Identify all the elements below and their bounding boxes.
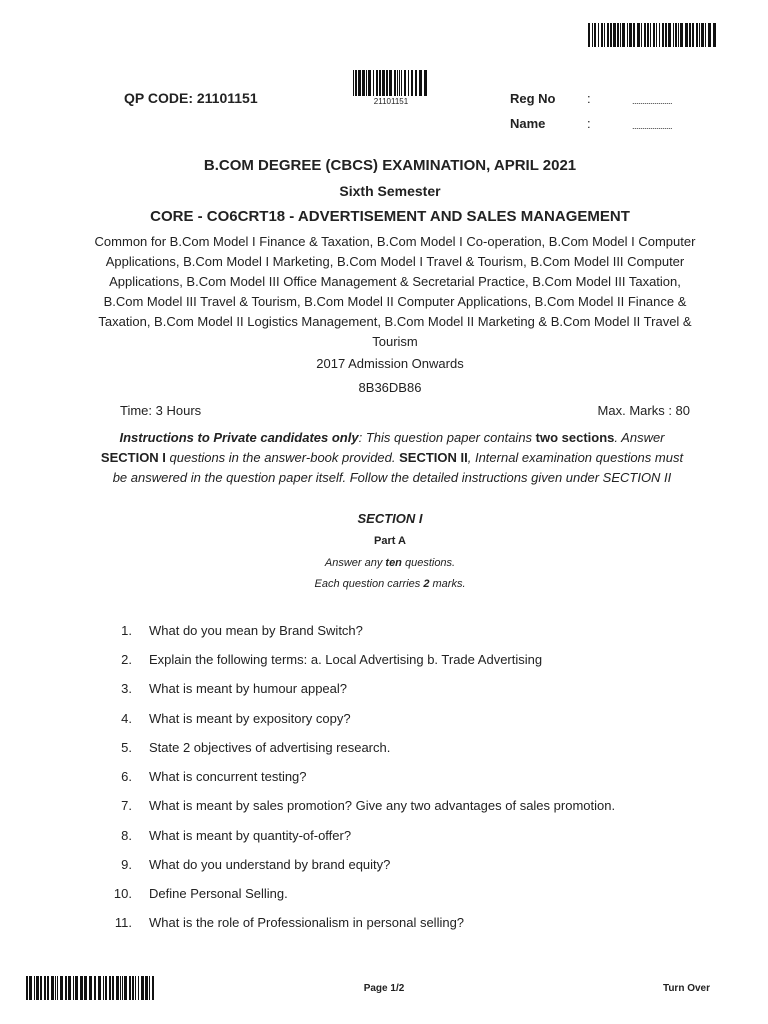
instructions-section-2: SECTION II (399, 450, 468, 465)
answer-prefix: Answer any (324, 557, 386, 569)
instructions-intro: Instructions to Private candidates only (119, 430, 359, 445)
question-number: 8. (121, 828, 132, 843)
question-number: 4. (121, 711, 132, 726)
question-text: Define Personal Selling. (149, 886, 288, 901)
question-number: 6. (121, 769, 132, 784)
turn-over-label: Turn Over (662, 983, 710, 994)
answer-count: ten (385, 557, 402, 569)
question-text: What do you mean by Brand Switch? (149, 623, 363, 638)
instructions-text-1: : This question paper contains (358, 430, 536, 445)
course-title: CORE - CO6CRT18 - ADVERTISEMENT AND SALES MANAGEMENT (150, 208, 630, 225)
question-text: State 2 objectives of advertising research. (149, 740, 391, 755)
question-number: 7. (121, 798, 132, 813)
instructions-text-3: questions in the answer-book provided. (165, 450, 400, 465)
question-text: What is meant by expository copy? (149, 711, 351, 726)
name-label: Name (510, 116, 546, 131)
question-text: What is meant by sales promotion? Give any two advantages of sales promotion. (149, 798, 616, 813)
question-number: 3. (121, 681, 132, 696)
semester-title: Sixth Semester (339, 183, 441, 199)
question-number: 1. (121, 623, 132, 638)
max-marks: Max. Marks : 80 (597, 403, 690, 418)
question-number: 5. (121, 740, 132, 755)
question-text: What do you understand by brand equity? (149, 857, 391, 872)
barcode-footer (26, 976, 156, 1000)
question-number: 10. (113, 886, 132, 901)
question-text: What is meant by quantity-of-offer? (149, 828, 352, 843)
question-text: What is meant by humour appeal? (149, 681, 347, 696)
each-marks: 2 (423, 578, 430, 590)
question-number: 9. (121, 857, 132, 872)
question-text: Explain the following terms: a. Local Advertising b. Trade Advertising (149, 652, 543, 667)
marks-instruction (90, 578, 690, 590)
barcode-number: 21101151 (373, 97, 409, 106)
name-colon: : (587, 116, 591, 131)
part-title: Part A (374, 535, 406, 547)
name-blank: .................... (632, 121, 673, 131)
answer-instruction (90, 557, 690, 569)
reg-no-label: Reg No (510, 91, 556, 106)
section-title: SECTION I (357, 511, 423, 526)
paper-code: 8B36DB86 (358, 380, 422, 395)
page-number: Page 1/2 (363, 983, 405, 994)
exam-title: B.COM DEGREE (CBCS) EXAMINATION, APRIL 2021 (203, 157, 577, 174)
each-prefix: Each question carries (314, 578, 424, 590)
barcode-header (353, 70, 429, 96)
question-text: What is concurrent testing? (149, 769, 307, 784)
reg-no-blank: .................... (632, 96, 673, 106)
question-number: 11. (114, 915, 132, 930)
admission-text: 2017 Admission Onwards (316, 356, 464, 371)
answer-suffix: questions. (401, 557, 456, 569)
time-allowed: Time: 3 Hours (120, 403, 202, 418)
instructions-two-sections: two sections (535, 430, 615, 445)
instructions-section-1: SECTION I (100, 450, 166, 465)
question-number: 2. (121, 652, 132, 667)
qp-code: QP CODE: 21101151 (124, 90, 258, 106)
barcode-top-right (588, 23, 718, 47)
common-for-text: Common for B.Com Model I Finance & Taxation, B.Com Model I Co-operation, B.Com Model I Computer Applications, B.Com Model I Marketing, B.Com Model I Travel & Tourism, B.Com Model III Computer Applications, B.Com Model III Office Management & Secretarial Practice, B.Com Model III Taxation, B.Com Model III Travel & Tourism, B.Com Model II Computer Applications, B.Com Model II Finance & Taxation, B.Com Model II Logistics Management, B.Com Model II Marketing & B.Com Model II Travel & Tourism (94, 234, 696, 349)
question-text: What is the role of Professionalism in personal selling? (149, 915, 465, 930)
instructions-text-4: , Internal examination questions must be answered in the question paper itself. Follow the detailed instructions given under SECTION II (112, 450, 684, 485)
each-suffix: marks. (429, 578, 466, 590)
instructions (96, 428, 688, 488)
instructions-text-2: . Answer (614, 430, 665, 445)
reg-no-colon: : (587, 91, 591, 106)
